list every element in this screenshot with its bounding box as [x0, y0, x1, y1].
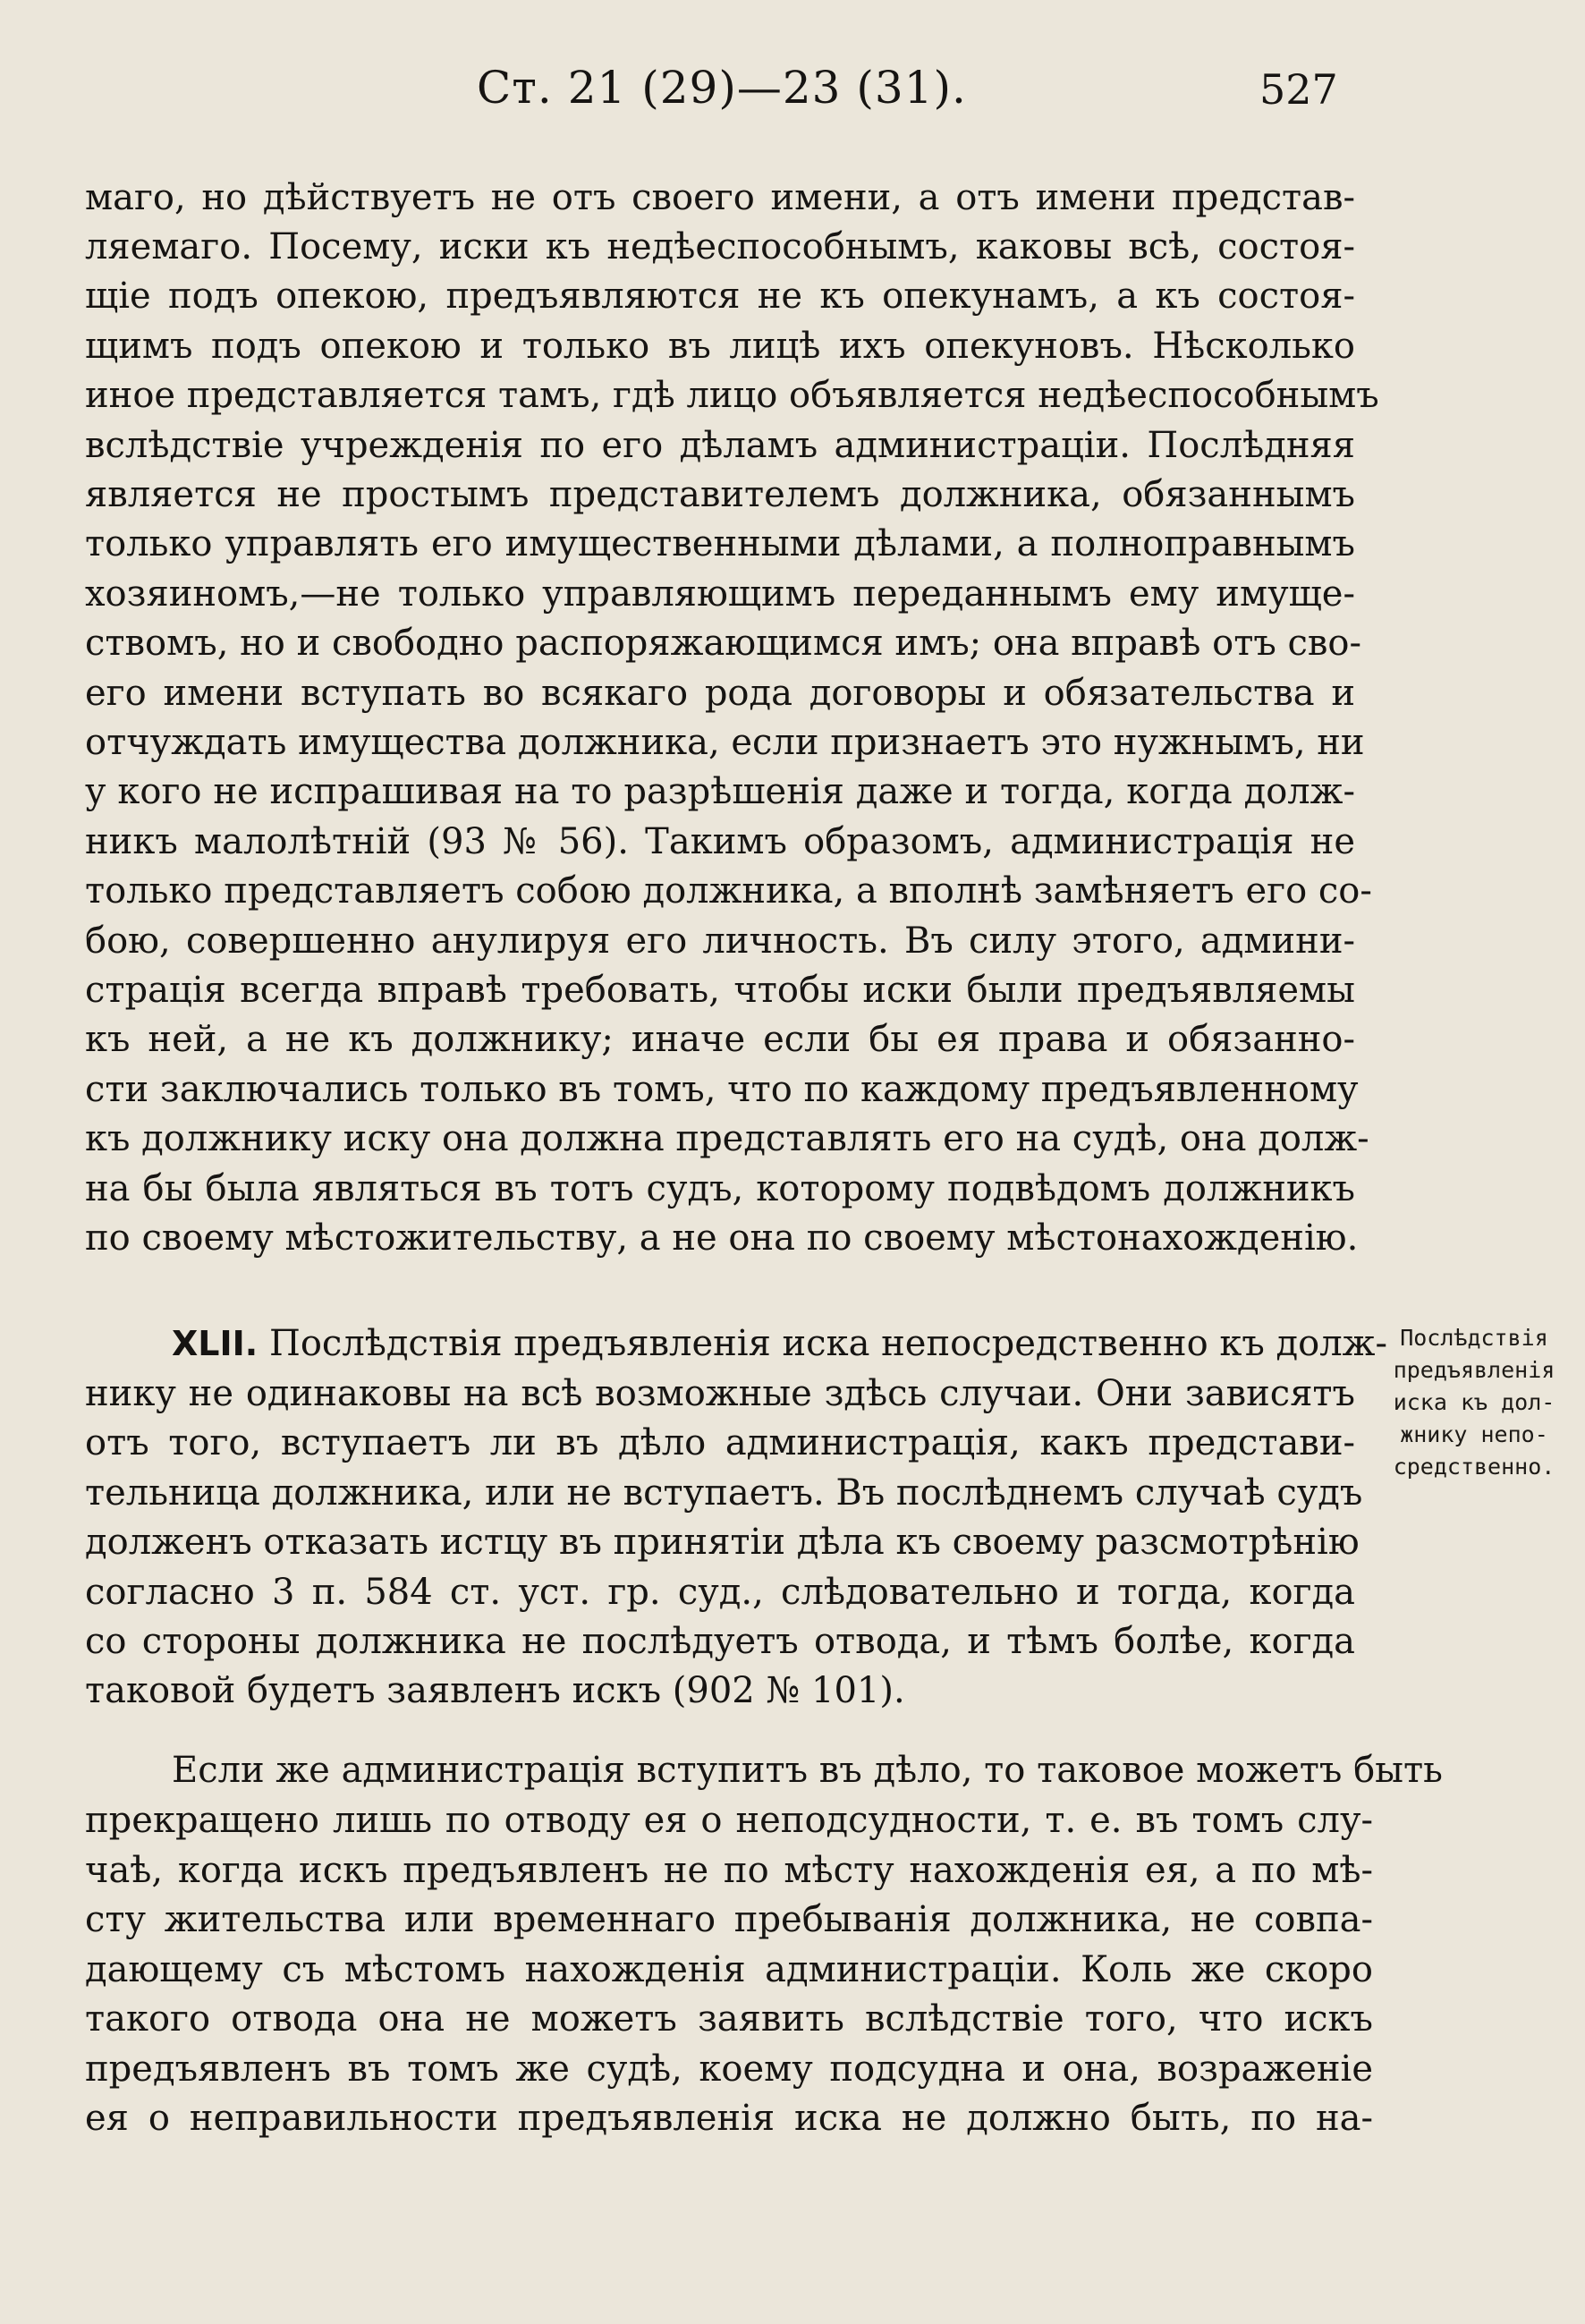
text-line: только представляетъ собою должника, а вполнѣ замѣняетъ его со-	[85, 870, 1372, 912]
text-line: прекращено лишь по отводу ея о неподсудности, т. е. въ томъ слу-	[85, 1800, 1373, 1841]
page-number: 527	[1259, 65, 1338, 114]
text-line: отчуждать имущества должника, если признаетъ это нужнымъ, ни	[85, 722, 1365, 763]
text-line: такого отвода она не можетъ заявить вслѣдствіе того, что искъ	[85, 1998, 1373, 2040]
text-line: со стороны должника не послѣдуетъ отвода, и тѣмъ болѣе, когда	[85, 1621, 1355, 1662]
margin-note-line: жнику непо-	[1400, 1421, 1548, 1447]
text-line: долженъ отказать истцу въ принятіи дѣла къ своему разсмотрѣнію	[85, 1522, 1360, 1563]
text-line: является не простымъ представителемъ должника, обязаннымъ	[85, 474, 1355, 515]
text-line: щіе подъ опекою, предъявляются не къ опекунамъ, а къ состоя-	[85, 276, 1355, 317]
text-line: щимъ подъ опекою и только въ лицѣ ихъ опекуновъ. Нѣсколько	[85, 326, 1355, 367]
section-number: XLII.	[172, 1324, 259, 1363]
text-line: ея о неправильности предъявленія иска не должно быть, по на-	[85, 2098, 1373, 2139]
section-first-line-text: Послѣдствія предъявленія иска непосредственно къ долж-	[258, 1323, 1387, 1364]
text-line: таковой будетъ заявленъ искъ (902 № 101).	[85, 1670, 905, 1711]
margin-note-line: иска къ дол-	[1393, 1389, 1555, 1415]
text-line: Если же администрація вступитъ въ дѣло, то таковое можетъ быть	[172, 1750, 1443, 1791]
text-line: бою, совершенно анулируя его личность. Въ силу этого, админи-	[85, 920, 1355, 962]
text-line: у кого не испрашивая на то разрѣшенія даже и тогда, когда долж-	[85, 771, 1355, 812]
text-line: маго, но дѣйствуетъ не отъ своего имени, а отъ имени представ-	[85, 177, 1355, 218]
text-line: ствомъ, но и свободно распоряжающимся имъ; она вправѣ отъ сво-	[85, 623, 1362, 664]
text-line: хозяиномъ,—не только управляющимъ переданнымъ ему имуще-	[85, 573, 1355, 615]
text-line: тельница должника, или не вступаетъ. Въ послѣднемъ случаѣ судъ	[85, 1472, 1363, 1514]
text-line: предъявленъ въ томъ же судѣ, коему подсудна и она, возраженіе	[85, 2048, 1373, 2090]
text-line: иное представляется тамъ, гдѣ лицо объявляется недѣеспособнымъ	[85, 375, 1379, 416]
margin-note-line: предъявленія	[1393, 1357, 1555, 1383]
text-line: согласно 3 п. 584 ст. уст. гр. суд., слѣдовательно и тогда, когда	[85, 1572, 1355, 1613]
text-line: по своему мѣстожительству, а не она по своему мѣстонахожденію.	[85, 1217, 1359, 1259]
margin-note-line: средственно.	[1393, 1454, 1555, 1480]
text-line: вслѣдствіе учрежденія по его дѣламъ администраціи. Послѣдняя	[85, 425, 1355, 466]
text-line: къ должнику иску она должна представлять его на судѣ, она долж-	[85, 1118, 1369, 1159]
text-line: чаѣ, когда искъ предъявленъ не по мѣсту нахожденія ея, а по мѣ-	[85, 1850, 1373, 1891]
text-line: на бы была являться въ тотъ судъ, которому подвѣдомъ должникъ	[85, 1168, 1355, 1209]
text-line: страція всегда вправѣ требовать, чтобы иски были предъявляемы	[85, 970, 1355, 1011]
text-line: только управлять его имущественными дѣлами, а полноправнымъ	[85, 523, 1355, 564]
text-line: его имени вступать во всякаго рода договоры и обязательства и	[85, 673, 1355, 714]
running-head: Ст. 21 (29)—23 (31).	[477, 62, 967, 114]
margin-note-line: Послѣдствія	[1400, 1325, 1548, 1351]
text-line: дающему съ мѣстомъ нахожденія администраціи. Коль же скоро	[85, 1949, 1373, 1990]
text-line: къ ней, а не къ должнику; иначе если бы ея права и обязанно-	[85, 1019, 1355, 1060]
text-line: никъ малолѣтній (93 № 56). Такимъ образомъ, администрація не	[85, 821, 1355, 862]
text-line: ляемаго. Посему, иски къ недѣеспособнымъ, каковы всѣ, состоя-	[85, 226, 1355, 267]
text-line: сту жительства или временнаго пребыванія должника, не совпа-	[85, 1899, 1373, 1940]
margin-note	[1367, 1322, 1581, 1483]
text-line: отъ того, вступаетъ ли въ дѣло администрація, какъ представи-	[85, 1422, 1355, 1463]
section-first-line	[172, 1319, 1387, 1369]
text-line: нику не одинаковы на всѣ возможные здѣсь случаи. Они зависятъ	[85, 1373, 1355, 1414]
text-line: сти заключались только въ томъ, что по каждому предъявленному	[85, 1069, 1359, 1110]
